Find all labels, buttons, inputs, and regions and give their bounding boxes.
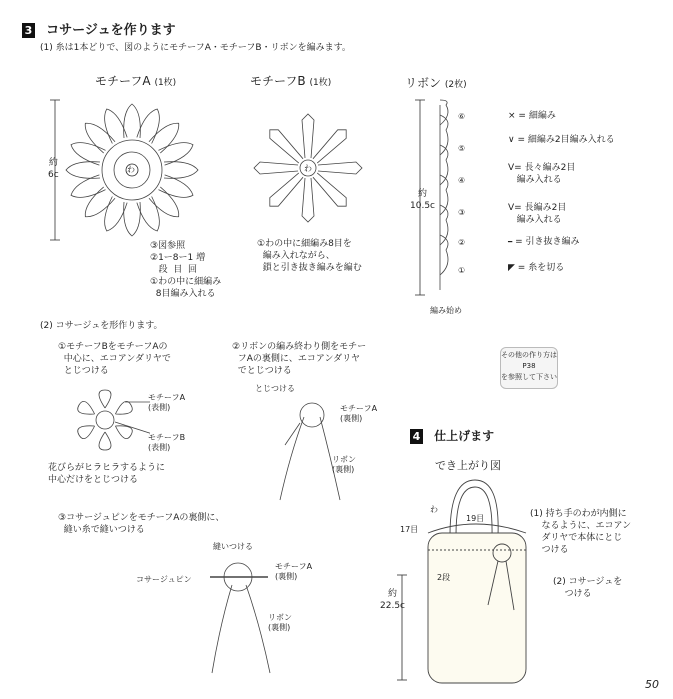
ribbon-title-text: リボン [405,76,442,90]
bag-note-1: (1) 持ち手のわが内側に なるように、エコアン ダリヤで本体にとじ つける [530,509,632,555]
motifB-title [250,72,331,89]
motifA-dimension: 約 6c [48,158,59,180]
reference-note: その他の作り方は P38 を参照して下さい [500,347,558,389]
sub1-label-motifB: モチーフB (表側) [148,433,186,452]
ribbon-row-3: ③ [458,208,466,217]
sub2-tie-label: とじつける [255,384,295,393]
legend-text: = 細編み [518,111,556,121]
step1-text: (1) 糸は1本どりで、図のようにモチーフA・モチーフB・リボンを編みます。 [40,43,351,53]
legend-text: = 長編み2目 編み入れる [514,203,567,225]
bag-note-2: (2) コサージュを つける [553,577,623,599]
legend-item [508,134,668,162]
bag-rows-label: 2段 [437,573,451,582]
legend-text: = 長々編み2目 編み入れる [514,163,576,185]
sub3-label-motifA: モチーフA (裏側) [275,562,313,581]
ribbon-row-5: ⑤ [458,144,466,153]
sub2-label-ribbon: リボン (裏側) [332,455,356,474]
legend-text: = 引き抜き編み [515,237,580,247]
step2-text: (2) コサージュを形作ります。 [40,321,163,331]
bag-handle-stitches: 19目 [466,514,485,523]
ribbon-row-4: ④ [458,176,466,185]
sub3-label-ribbon: リボン (裏側) [268,613,292,632]
legend-item [508,110,668,134]
ribbon-row-2: ② [458,238,466,247]
motifB-notes: ①わの中に細編み8目を 編み入れながら、 鎖と引き抜き編みを編む [257,239,362,273]
motifB-ring-label: わ [304,164,312,173]
section4-title: 仕上げます [434,429,495,443]
section3-number: 3 [22,23,35,38]
legend-item [508,202,668,236]
motifB-count: (1枚) [309,78,332,88]
ribbon-row-1: ① [458,266,466,275]
ribbon-row-6: ⑥ [458,112,466,121]
symbol-legend [508,110,668,274]
sub2-label-motifA: モチーフA (裏側) [340,404,378,423]
sc-inc-symbol-icon: ∨ [508,135,515,145]
section4-heading [410,425,494,444]
bag-diagram [380,475,540,690]
dc-inc-symbol-icon: V [508,203,515,213]
ribbon-count: (2枚) [444,80,467,90]
bag-height-dimension: 約 22.5c [380,589,405,611]
cut-yarn-symbol-icon: ◤ [508,263,515,273]
sub3-sew-label: 縫いつける [213,542,253,551]
legend-text: = 糸を切る [517,263,565,273]
motifA-count: (1枚) [154,78,177,88]
section3-title: コサージュを作ります [46,23,176,38]
finished-diagram-title: でき上がり図 [435,459,501,472]
motifA-ring-label: わ [127,165,135,174]
ribbon-dimension: 約 10.5c [410,189,435,211]
bag-ring-label: わ [430,505,438,514]
ribbon-title [405,74,467,91]
sub1-label-motifA: モチーフA (表側) [148,393,186,412]
legend-text: = 細編み2目編み入れる [517,135,615,145]
page-number: 50 [645,678,659,691]
sub1-note: 花びらがヒラヒラするように 中心だけをとじつける [48,463,166,485]
motifA-title-text: モチーフA [95,74,151,88]
sub3-pin-label: コサージュピン [136,575,192,584]
motifA-diagram [40,92,200,252]
ribbon-start-label: 編み始め [430,306,462,315]
section4-number: 4 [410,429,423,444]
sc-symbol-icon: × [508,111,516,121]
dtr-inc-symbol-icon: V [508,163,515,173]
bag-side-stitches: 17目 [400,525,419,534]
slip-stitch-symbol-icon: ━ [508,238,513,246]
sub2-text: ②リボンの編み終わり側をモチー フAの裏側に、エコアンダリヤ でとじつける [232,342,367,376]
legend-item [508,162,668,202]
motifB-title-text: モチーフB [250,74,306,88]
section3-heading [22,19,176,38]
motifA-title [95,72,176,89]
sub1-text: ①モチーフBをモチーフAの 中心に、エコアンダリヤで とじつける [58,342,171,376]
motifA-notes: ③図参照 ②1ー8ー1 増 段 目 回 ①わの中に細編み 8目編み入れる [150,241,222,299]
legend-item [508,236,668,262]
legend-item [508,262,668,274]
sub1-flower-diagram [70,385,150,455]
sub3-text: ③コサージュピンをモチーフAの裏側に、 縫い糸で縫いつける [58,513,225,535]
